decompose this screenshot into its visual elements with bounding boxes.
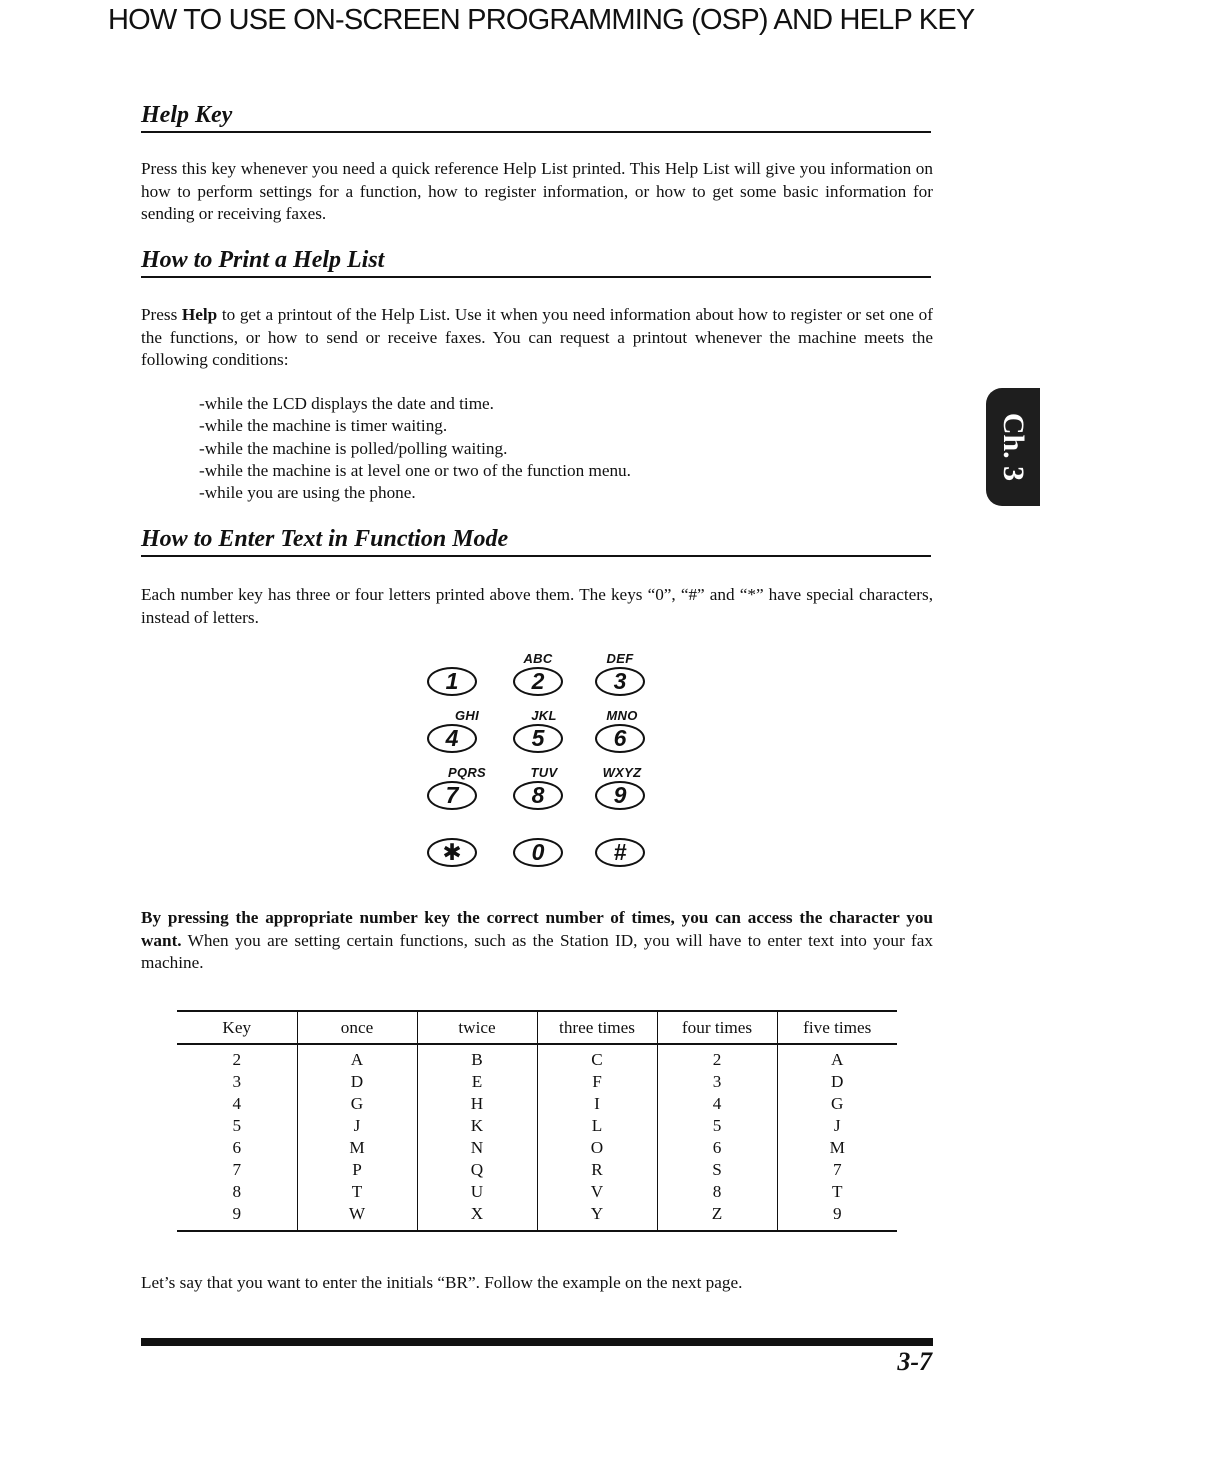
key-5: 5 (513, 724, 563, 753)
table-cell: D (297, 1071, 417, 1093)
table-cell: 8 (657, 1181, 777, 1203)
condition-item: -while you are using the phone. (199, 483, 416, 503)
column-header: five times (777, 1011, 897, 1044)
table-row (177, 1203, 897, 1231)
condition-item: -while the LCD displays the date and time. (199, 394, 494, 413)
character-table (177, 1010, 897, 1232)
column-header: four times (657, 1011, 777, 1044)
table-cell: Y (537, 1203, 657, 1231)
table-cell: E (417, 1071, 537, 1093)
help-key-heading: Help Key (141, 100, 931, 133)
key-3-letters: DEF (606, 651, 634, 666)
table-cell: 7 (232, 1160, 242, 1179)
table-cell: 5 (657, 1115, 777, 1137)
column-header: twice (417, 1011, 537, 1044)
table-cell: B (417, 1044, 537, 1071)
table-cell: S (657, 1159, 777, 1181)
table-row (177, 1044, 897, 1071)
table-cell: 4 (232, 1094, 242, 1113)
column-header: once (297, 1011, 417, 1044)
table-cell: I (537, 1093, 657, 1115)
table-cell: 2 (232, 1050, 242, 1069)
keypad-illustration (420, 645, 660, 885)
table-cell: A (297, 1044, 417, 1071)
table-cell: Q (417, 1159, 537, 1181)
table-cell: 6 (232, 1138, 242, 1157)
key-5-letters: JKL (531, 708, 557, 723)
table-row (177, 1115, 897, 1137)
table-cell: A (777, 1044, 897, 1071)
table-cell: U (417, 1181, 537, 1203)
table-cell: M (777, 1137, 897, 1159)
condition-item: -while the machine is at level one or two of the function menu. (199, 460, 631, 480)
table-cell: L (537, 1115, 657, 1137)
key-9-letters: WXYZ (602, 765, 642, 780)
table-cell: J (297, 1115, 417, 1137)
table-cell: 8 (232, 1182, 242, 1201)
instruction-rest: When you are setting certain functions, such as the Station ID, you will have to enter text into your fax machine. (141, 930, 933, 972)
table-cell: 2 (657, 1044, 777, 1071)
table-cell: 6 (657, 1137, 777, 1159)
table-cell: M (297, 1137, 417, 1159)
table-row (177, 1181, 897, 1203)
table-cell: G (777, 1093, 897, 1115)
key-4: 4 (427, 724, 477, 753)
key-8-letters: TUV (530, 765, 558, 780)
print-help-heading: How to Print a Help List (141, 245, 931, 278)
table-cell: 5 (232, 1116, 242, 1135)
table-cell: T (777, 1181, 897, 1203)
table-cell: C (537, 1044, 657, 1071)
table-cell: O (537, 1137, 657, 1159)
table-cell: T (297, 1181, 417, 1203)
table-cell: H (417, 1093, 537, 1115)
enter-text-heading: How to Enter Text in Function Mode (141, 524, 931, 557)
table-cell: X (417, 1203, 537, 1231)
table-cell: P (297, 1159, 417, 1181)
key-7-letters: PQRS (447, 765, 487, 780)
chapter-tab-label: Ch. 3 (997, 412, 1031, 482)
key-6: 6 (595, 724, 645, 753)
table-row (177, 1137, 897, 1159)
condition-item: -while the machine is polled/polling waiting. (199, 438, 508, 458)
table-cell: 9 (232, 1204, 242, 1223)
key-3: 3 (595, 667, 645, 696)
table-cell: 3 (657, 1071, 777, 1093)
table-row (177, 1159, 897, 1181)
page-header: HOW TO USE ON-SCREEN PROGRAMMING (OSP) AND HELP KEY (108, 4, 975, 36)
table-header-row (177, 1011, 897, 1044)
key-4-letters: GHI (454, 708, 479, 723)
instruction-paragraph (141, 907, 933, 975)
key-7: 7 (427, 781, 477, 810)
footer-rule (141, 1338, 933, 1346)
closing-paragraph: Let’s say that you want to enter the initials “BR”. Follow the example on the next page. (141, 1273, 743, 1292)
table-cell: F (537, 1071, 657, 1093)
key-2-letters: ABC (523, 651, 553, 666)
table-row (177, 1071, 897, 1093)
conditions-list (199, 393, 631, 504)
print-help-body-suffix: to get a printout of the Help List. Use it when you need information about how to register or set one of the functions, or how to send or receive faxes. You can request a printout whenever the machine meets the following conditions: (141, 305, 933, 369)
enter-text-intro: Each number key has three or four letters printed above them. The keys “0”, “#” and “*” have special characters, instead of letters. (141, 585, 933, 627)
key-2: 2 (513, 667, 563, 696)
table-cell: 9 (777, 1203, 897, 1231)
print-help-body-prefix: Press (141, 305, 182, 324)
table-cell: 4 (657, 1093, 777, 1115)
page-number: 3-7 (897, 1347, 932, 1376)
key-0: 0 (513, 838, 563, 867)
chapter-tab (986, 388, 1040, 506)
instruction-bold: By pressing the appropriate number key the correct number of times, you can access the character you want. (141, 908, 933, 950)
table-cell: N (417, 1137, 537, 1159)
condition-item: -while the machine is timer waiting. (199, 416, 448, 436)
table-cell: D (777, 1071, 897, 1093)
help-key-name: Help (181, 305, 218, 324)
key-6-letters: MNO (606, 708, 638, 723)
table-cell: Z (657, 1203, 777, 1231)
key-1: 1 (427, 667, 477, 696)
help-key-body: Press this key whenever you need a quick reference Help List printed. This Help List will give you information on how to perform settings for a function, how to register information, or how to get some basic information for sending or receiving faxes. (141, 159, 933, 223)
table-cell: G (297, 1093, 417, 1115)
key-hash: # (595, 838, 645, 867)
key-9: 9 (595, 781, 645, 810)
column-header: three times (537, 1011, 657, 1044)
table-row (177, 1093, 897, 1115)
print-help-body (141, 304, 933, 372)
table-cell: 7 (777, 1159, 897, 1181)
key-star: ✱ (427, 838, 477, 867)
table-cell: 3 (232, 1072, 242, 1091)
table-cell: W (297, 1203, 417, 1231)
key-8: 8 (513, 781, 563, 810)
column-header: Key (177, 1011, 297, 1044)
table-cell: K (417, 1115, 537, 1137)
table-cell: J (777, 1115, 897, 1137)
table-cell: R (537, 1159, 657, 1181)
table-cell: V (537, 1181, 657, 1203)
